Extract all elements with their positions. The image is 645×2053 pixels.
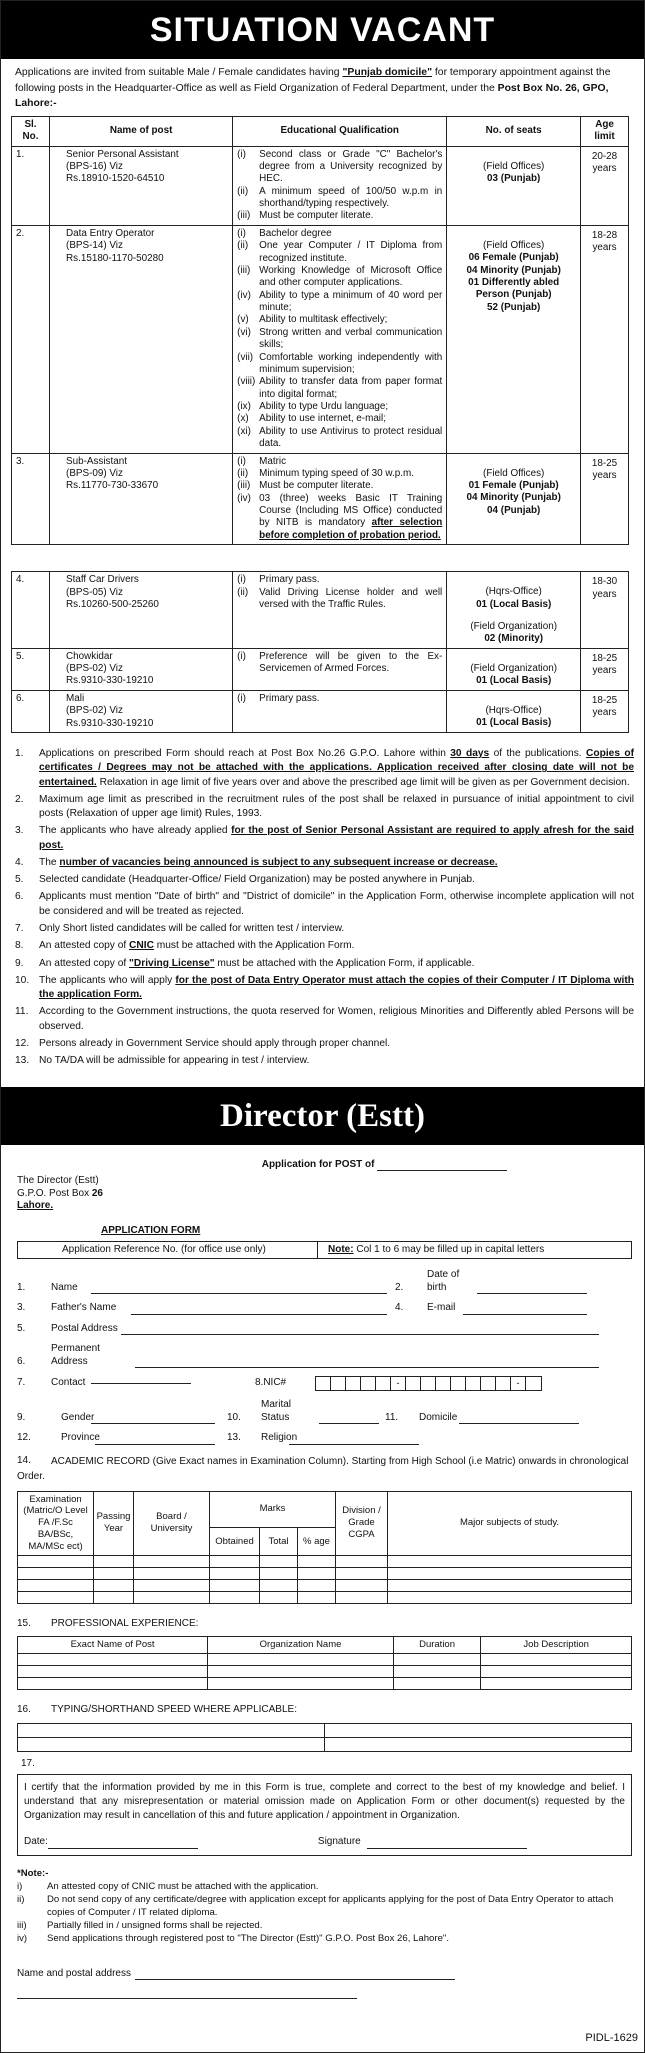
father-name-field[interactable] [131, 1314, 387, 1315]
sl-no: 1. [12, 146, 50, 225]
typing-speed-label: TYPING/SHORTHAND SPEED WHERE APPLICABLE: [51, 1704, 297, 1716]
note-item: 5. Selected candidate (Headquarter-Office/ Field Organization) may be posted anywhere in Punjab. [15, 874, 475, 886]
age-limit: 18-28 years [581, 225, 629, 453]
post-field[interactable] [377, 1170, 507, 1171]
qualification [233, 453, 447, 545]
note-item: 1. Applications on prescribed Form should reach at Post Box No.26 G.P.O. Lahore within 30 days of the publications. Copies of certificates / Degrees may not be attached with the applications. Application received after closing date will not be entertained. Relaxation in age limit of five years over and above the prescribed age limit will be given as per Government decision. [15, 747, 634, 788]
seats: (Hqrs-Office) 01 (Local Basis) [447, 690, 581, 732]
posts-table [11, 116, 629, 545]
qualification-item: (v) Ability to multitask effectively; [237, 314, 388, 326]
qualification-item: (iv) Ability to type a minimum of 40 word per minute; [237, 289, 443, 314]
qualification-item: (ii) A minimum speed of 100/50 w.p.m in shorthand/typing respectively. [237, 185, 443, 210]
header-post: Name of post [50, 116, 233, 146]
post-row [12, 648, 629, 690]
pidl-code: PIDL-1629 [585, 2032, 638, 2045]
qualification-item: (i) Preference will be given to the Ex-Servicemen of Armed Forces. [237, 650, 443, 675]
qualification-item: (iii) Must be computer literate. [237, 210, 374, 222]
note-item: 4. The number of vacancies being announced is subject to any subsequent increase or decrease. [15, 856, 498, 868]
sl-no: 6. [12, 690, 50, 732]
qualification-item: (viii) Ability to transfer data from paper format into digital format; [237, 376, 443, 400]
header-qual: Educational Qualification [233, 116, 447, 146]
age-limit: 18-25 years [581, 453, 629, 545]
note-item: 12. Persons already in Government Service should apply through proper channel. [15, 1038, 391, 1050]
qualification-item: (i) Bachelor degree [237, 227, 332, 239]
qualification [233, 146, 447, 225]
post-name: Data Entry Operator (BPS-14) Viz Rs.15180-1170-50280 [50, 225, 233, 453]
qualification-item: (iii) Must be computer literate. [237, 480, 374, 492]
qualification-item: (vi) Strong written and verbal communication skills; [237, 326, 443, 351]
experience-label: PROFESSIONAL EXPERIENCE: [51, 1617, 199, 1629]
note-item: 7. Only Short listed candidates will be called for written test / interview. [15, 923, 345, 935]
domicile-field[interactable] [459, 1423, 579, 1424]
qualification-item: (ii) One year Computer / IT Diploma from recognized institute. [237, 240, 443, 264]
declaration-box: I certify that the information provided by me in this Form is true, complete and correct to the best of my knowledge and belief. I understand that any misrepresentation or material omission made on Application Form or other document(s) requested by the Organization may result in cancellation of this and future application / appointment in Organization. Date: Signature [17, 1774, 632, 1856]
email-field[interactable] [463, 1314, 587, 1315]
contact-field[interactable] [91, 1383, 191, 1384]
academic-table: Examination (Matric/O Level FA /F.Sc BA/BSc, MA/MSc ect) Passing Year Board / University Marks Division / Grade CGPA Major subjects of study. Obtained Total % age [17, 1491, 632, 1604]
sl-no: 3. [12, 453, 50, 545]
postal-address-field[interactable] [121, 1334, 599, 1335]
seats: (Field Offices) 03 (Punjab) [447, 146, 581, 225]
qualification-item: (i) Matric [237, 455, 287, 467]
post-row [12, 690, 629, 732]
note-item: 11. According to the Government instructions, the quota reserved for Women, religious Minorities and Differently abled Persons will be observed. [15, 1006, 634, 1032]
qualification-item: (i) Second class or Grade "C" Bachelor's degree from a University recognized by HEC. [237, 148, 443, 185]
age-limit: 18-25 years [581, 648, 629, 690]
situation-vacant-banner: SITUATION VACANT [1, 1, 644, 59]
qualification-item: (xi) Ability to use Antivirus to protect residual data. [237, 425, 443, 450]
post-name: Senior Personal Assistant (BPS-16) Viz Rs.18910-1520-64510 [50, 146, 233, 225]
qualification-item: (iv) 03 (three) weeks Basic IT Training Course (Including MS Office) conducted by NITB is mandatory after selection before completion of probation period. [237, 492, 443, 541]
seats: (Field Offices) 06 Female (Punjab) 04 Minority (Punjab) 01 Differently abled Person (Punjab) 52 (Punjab) [447, 225, 581, 453]
reference-row: Application Reference No. (for office use only) Note: Col 1 to 6 may be filled up in capital letters [17, 1241, 632, 1259]
age-limit: 18-25 years [581, 690, 629, 732]
post-row [12, 146, 629, 225]
date-field[interactable] [48, 1835, 198, 1849]
nic-boxes[interactable]: - - [315, 1376, 542, 1391]
note-item: 9. An attested copy of "Driving License" must be attached with the Application Form, if applicable. [15, 957, 475, 969]
qualification-item: (ii) Minimum typing speed of 30 w.p.m. [237, 467, 414, 479]
post-row [12, 225, 629, 453]
post-name: Staff Car Drivers (BPS-05) Viz Rs.10260-500-25260 [50, 572, 233, 649]
header-sl: Sl. No. [12, 116, 50, 146]
academic-record-label: ACADEMIC RECORD (Give Exact names in Examination Column). Starting from High School (i.e Matric) onwards in chronological Order. [17, 1455, 629, 1483]
qualification [233, 572, 447, 649]
qualification-item: (ii) Valid Driving License holder and well versed with the Traffic Rules. [237, 586, 443, 610]
name-postal-address: Name and postal address [17, 1968, 632, 1981]
post-row [12, 572, 629, 649]
age-limit: 20-28 years [581, 146, 629, 225]
application-form: Application for POST of The Director (Estt) G.P.O. Post Box 26 Lahore. APPLICATION FORM Application Reference No. (for office use only) Note: Col 1 to 6 may be filled up in capital letters 1. Name 2. Date of birth 3. Father's Name 4. E-mail 5. Postal Address 6. Permanent Address 7. Contact 8.NIC# - - 9. Gender 10. Marital Status 11. Domicile 12. Province 13. Religion 14. ACADEMIC RECORD (Give Exact names in Examination Column). Starting from High School (i.e Matric) onwards in chronological Order. Examination (Matric/O Level FA /F.Sc BA/BSc, MA/MSc ect) Passing Year Board / University Marks Division / Grade CGPA Major subjects of study. Obtained Total % age 15. PROFESSIONAL EXPERIENCE: Exact Name of Post Organization Name Duration Job Description 16. TYPING/SHORTHAND SPEED WHERE APPLICABLE: 17. I certify that the information provided by me in this Form is true, complete and correct to the best of my knowledge and belief. I understand that any misrepresentation or material omission made on Application Form or other document(s) requested by the Organization may result in cancellation of this and future application / appointment in Organization. Date: Signature *Note:- i) An attested copy of CNIC must be attached with the application. ii) Do not send copy of any certificate/degree with application except for applicants applying for the post of Data Entry Operator to attach copies of Computer / IT related diploma. iii) Partially filled in / unsigned forms shall be rejected. iv) Send applications through registered post to "The Director (Estt)" G.P.O. Post Box 26, Lahore". Name and postal address [1, 1145, 644, 2000]
qualification [233, 225, 447, 453]
address-block: The Director (Estt) G.P.O. Post Box 26 Lahore. [17, 1175, 103, 1212]
header-seats: No. of seats [447, 116, 581, 146]
note-item: 10. The applicants who will apply for the post of Data Entry Operator must attach the copies of their Computer / IT Diploma with the application Form. [15, 974, 634, 1001]
name-address-field-2[interactable] [17, 1998, 357, 1999]
sl-no: 4. [12, 572, 50, 649]
form-note-item: ii) Do not send copy of any certificate/degree with application except for applicants applying for the post of Data Entry Operator to attach copies of Computer / IT related diploma. [17, 1894, 614, 1919]
application-for-post: Application for POST of [17, 1159, 632, 1172]
sl-no: 5. [12, 648, 50, 690]
form-note-item: iii) Partially filled in / unsigned forms shall be rejected. [17, 1920, 263, 1932]
intro-paragraph: Applications are invited from suitable Male / Female candidates having "Punjab domicile" for temporary appointment against the following posts in the Headquarter-Office as well as Field Organization of Federal Department, under the Post Box No. 26, GPO, Lahore:- [15, 67, 611, 110]
permanent-address-field[interactable] [135, 1367, 599, 1368]
qualification-item: (iii) Working Knowledge of Microsoft Office and other computer applications. [237, 264, 443, 289]
seats: (Field Offices) 01 Female (Punjab) 04 Minority (Punjab) 04 (Punjab) [447, 453, 581, 545]
sl-no: 2. [12, 225, 50, 453]
form-notes: *Note:- i) An attested copy of CNIC must be attached with the application. ii) Do not send copy of any certificate/degree with application except for applicants applying for the post of Data Entry Operator to attach copies of Computer / IT related diploma. iii) Partially filled in / unsigned forms shall be rejected. iv) Send applications through registered post to "The Director (Estt)" G.P.O. Post Box 26, Lahore". [17, 1868, 632, 1946]
dob-field[interactable] [477, 1293, 587, 1294]
post-name: Sub-Assistant (BPS-09) Viz Rs.11770-730-33670 [50, 453, 233, 545]
qualification-item: (ix) Ability to type Urdu language; [237, 401, 389, 413]
note-item: 13. No TA/DA will be admissible for appearing in test / interview. [15, 1055, 310, 1067]
gender-field[interactable] [91, 1423, 215, 1424]
note-item: 2. Maximum age limit as prescribed in the recruitment rules of the post shall be relaxed in pursuance of initial appointment to civil posts (Relaxation of upper age limit) Rules, 1993. [15, 793, 634, 820]
signature-field[interactable] [367, 1835, 527, 1849]
form-note-item: i) An attested copy of CNIC must be attached with the application. [17, 1881, 319, 1893]
qualification-item: (i) Primary pass. [237, 692, 320, 704]
qualification [233, 690, 447, 732]
province-field[interactable] [95, 1444, 215, 1445]
seats: (Hqrs-Office) 01 (Local Basis) (Field Organization) 02 (Minority) [447, 572, 581, 649]
qualification-item: (x) Ability to use internet, e-mail; [237, 413, 386, 425]
qualification-item: (vii) Comfortable working independently with minimum supervision; [237, 351, 443, 375]
post-name: Chowkidar (BPS-02) Viz Rs.9310-330-19210 [50, 648, 233, 690]
name-field[interactable] [91, 1293, 387, 1294]
seats: (Field Organization) 01 (Local Basis) [447, 648, 581, 690]
experience-table: Exact Name of Post Organization Name Duration Job Description [17, 1636, 632, 1690]
director-banner: Director (Estt) [1, 1087, 644, 1145]
post-name: Mali (BPS-02) Viz Rs.9310-330-19210 [50, 690, 233, 732]
typing-table [17, 1723, 632, 1752]
qualification-item: (i) Primary pass. [237, 574, 320, 586]
religion-field[interactable] [289, 1444, 419, 1445]
post-row [12, 453, 629, 545]
qualification [233, 648, 447, 690]
notes-list [1, 733, 644, 1069]
note-item: 6. Applicants must mention "Date of birth" and "District of domicile" in the Application Form, otherwise incomplete application will not be considered and will be treated as rejected. [15, 891, 634, 917]
marital-status-field[interactable] [319, 1423, 379, 1424]
note-item: 8. An attested copy of CNIC must be attached with the Application Form. [15, 940, 355, 952]
form-title: APPLICATION FORM [101, 1224, 201, 1236]
form-note-item: iv) Send applications through registered post to "The Director (Estt)" G.P.O. Post Box 26, Lahore". [17, 1933, 449, 1945]
name-address-field[interactable] [135, 1979, 455, 1980]
note-item: 3. The applicants who have already applied for the post of Senior Personal Assistant are required to apply afresh for the said post. [15, 825, 634, 851]
header-age: Age limit [581, 116, 629, 146]
age-limit: 18-30 years [581, 572, 629, 649]
posts-table-2 [11, 571, 629, 733]
